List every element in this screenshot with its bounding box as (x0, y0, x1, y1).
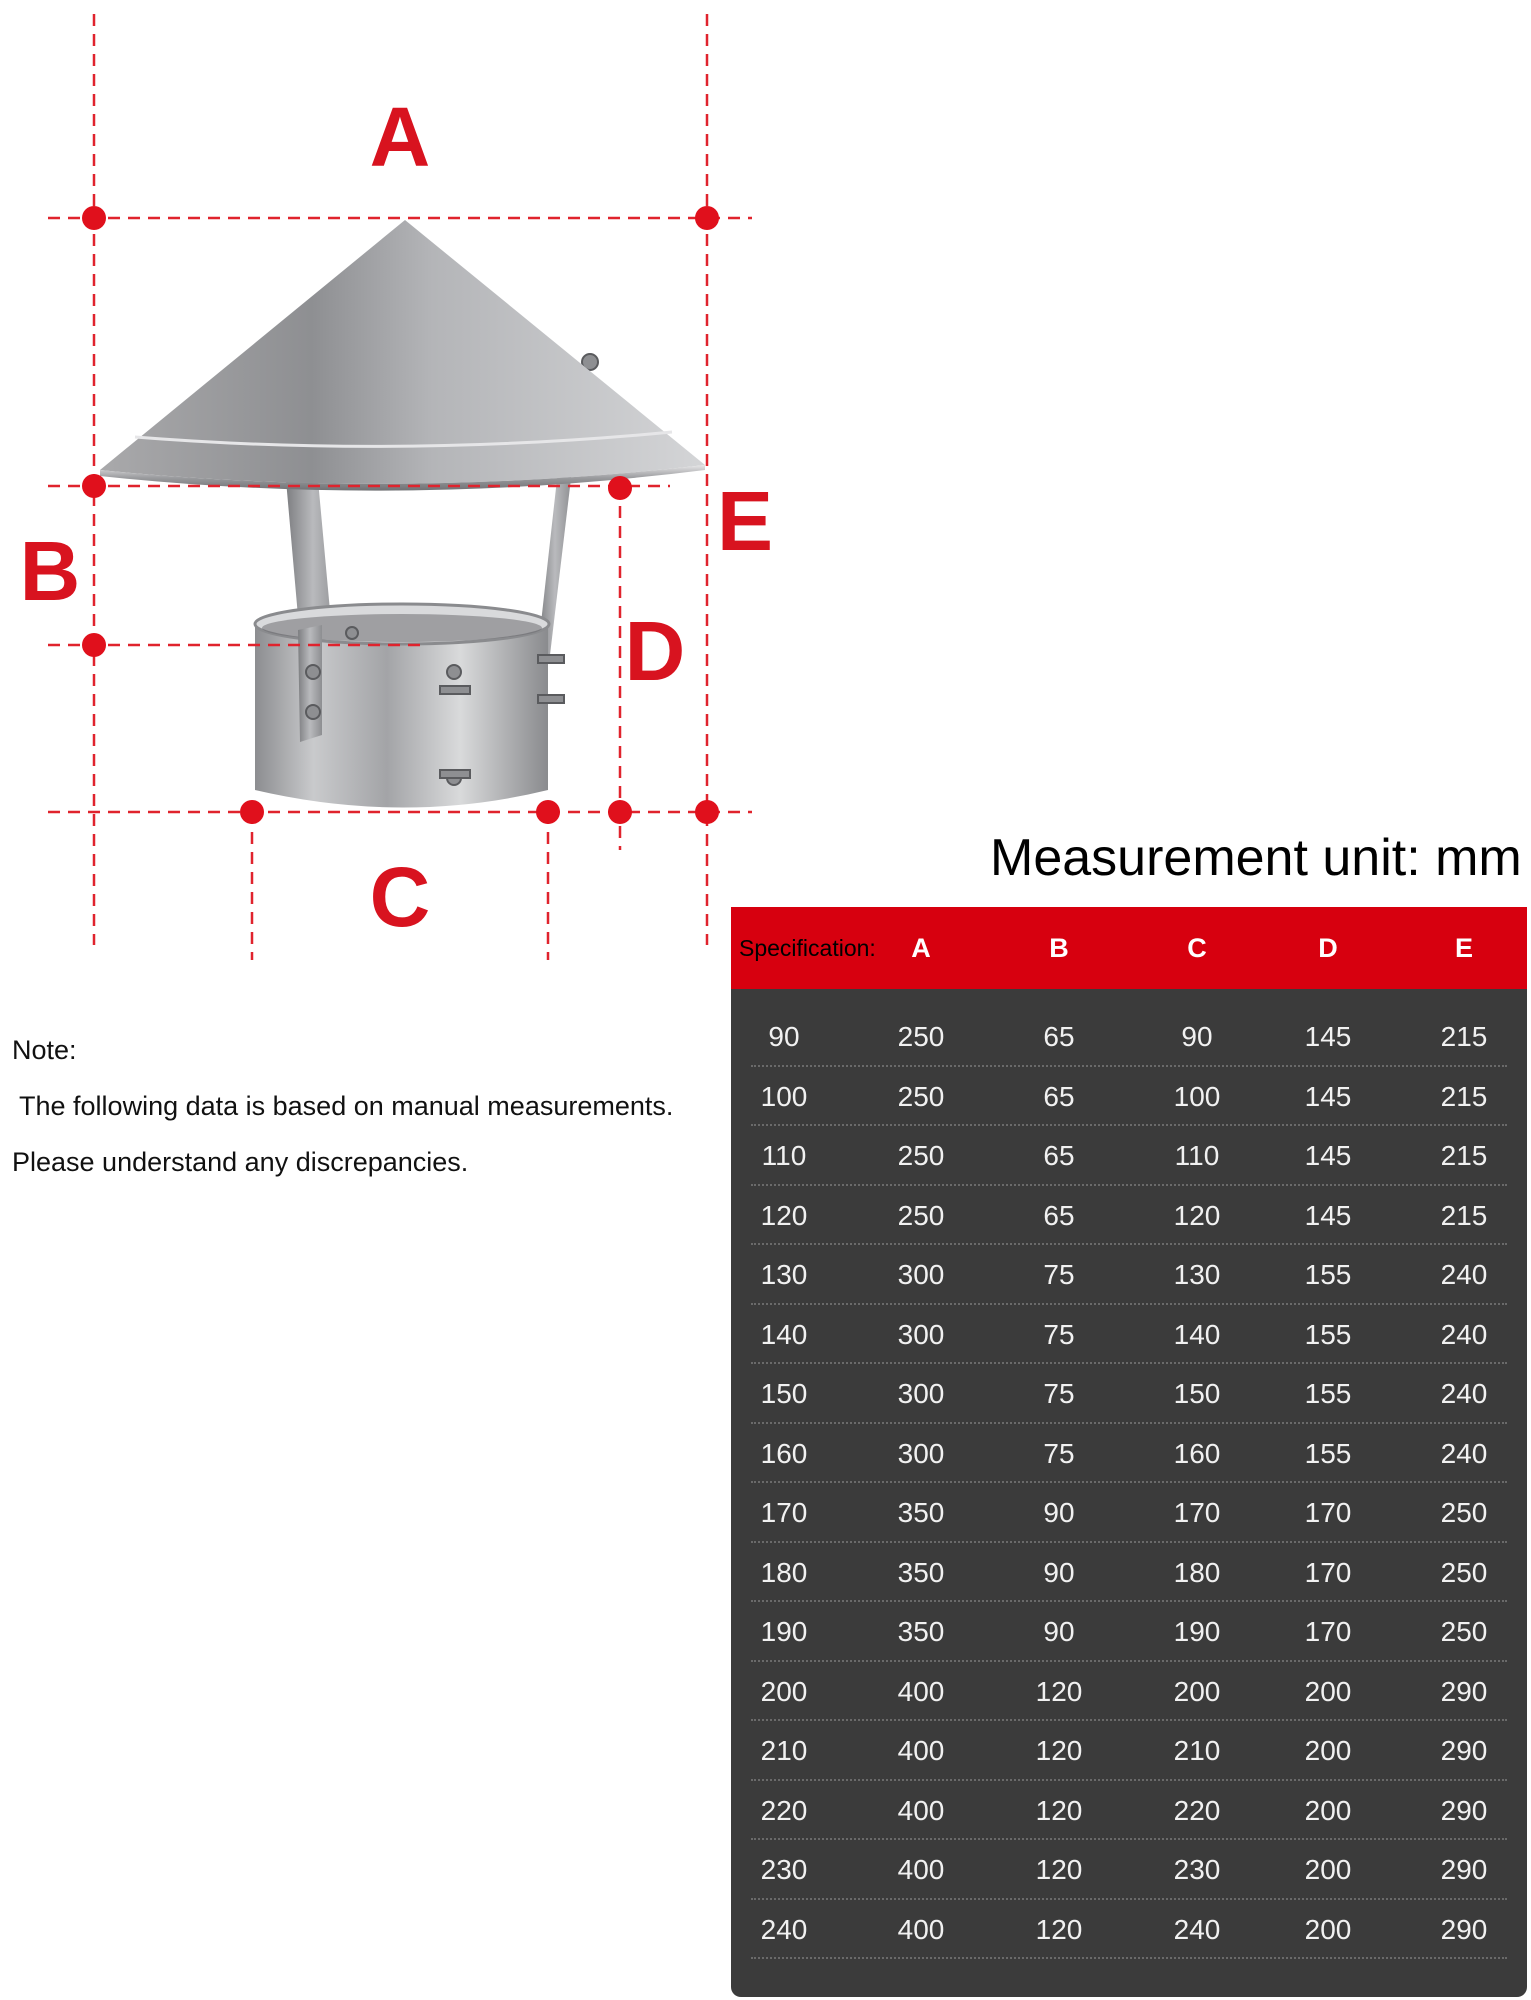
table-cell: 100 (760, 1080, 808, 1112)
table-cell: 150 (1173, 1378, 1221, 1409)
table-cell: 75 (1043, 1378, 1075, 1409)
table-cell: 290 (1440, 1675, 1488, 1707)
table-cell: 210 (1173, 1735, 1221, 1766)
table-cell: 250 (1440, 1616, 1488, 1647)
chimney-cap-diagram (0, 0, 774, 970)
table-cell: 250 (897, 1080, 945, 1112)
table-cell: 145 (1304, 1199, 1352, 1231)
table-cell: 215 (1440, 1021, 1488, 1052)
table-cell: 220 (760, 1794, 808, 1826)
table-cell: 250 (1440, 1556, 1488, 1588)
table-cell: 350 (897, 1497, 945, 1528)
table-cell: 155 (1304, 1318, 1352, 1350)
table-row (731, 1128, 1527, 1188)
table-cell: 180 (760, 1556, 808, 1588)
table-cell: 200 (1173, 1675, 1221, 1707)
table-row (731, 1426, 1527, 1486)
table-row (731, 1664, 1527, 1724)
table-cell: 145 (1304, 1080, 1352, 1112)
table-cell: 240 (1440, 1318, 1488, 1350)
table-cell: 250 (897, 1140, 945, 1171)
note-line: Please understand any discrepancies. (12, 1147, 469, 1177)
table-row (731, 1247, 1527, 1307)
table-row (731, 1723, 1527, 1783)
table-cell: 75 (1043, 1318, 1075, 1350)
table-cell: 155 (1304, 1259, 1352, 1290)
table-cell: 240 (1440, 1259, 1488, 1290)
table-row (731, 1783, 1527, 1843)
table-cell: 160 (760, 1437, 808, 1469)
table-cell: 400 (897, 1794, 945, 1826)
table-cell: 190 (760, 1616, 808, 1647)
header-col-e: E (1454, 933, 1473, 963)
table-cell: 240 (1440, 1378, 1488, 1409)
table-cell: 215 (1440, 1140, 1488, 1171)
table-cell: 100 (1173, 1080, 1221, 1112)
table-cell: 200 (760, 1675, 808, 1707)
table-cell: 290 (1440, 1854, 1488, 1885)
table-cell: 170 (1304, 1556, 1352, 1588)
table-cell: 120 (1035, 1735, 1083, 1766)
table-cell: 240 (1173, 1913, 1221, 1945)
table-cell: 90 (1181, 1021, 1213, 1052)
table-cell: 110 (761, 1140, 807, 1171)
table-cell: 300 (897, 1318, 945, 1350)
measurement-unit-title: Measurement unit: mm (990, 829, 1522, 887)
label-b: B (19, 524, 81, 618)
table-cell: 350 (897, 1616, 945, 1647)
table-cell: 90 (1043, 1556, 1075, 1588)
table-cell: 200 (1304, 1794, 1352, 1826)
table-row (731, 1009, 1527, 1069)
table-cell: 65 (1043, 1021, 1075, 1052)
table-cell: 120 (1035, 1794, 1083, 1826)
table-cell: 155 (1304, 1437, 1352, 1469)
table-cell: 350 (897, 1556, 945, 1588)
table-cell: 140 (1173, 1318, 1221, 1350)
table-cell: 250 (897, 1021, 945, 1052)
table-cell: 400 (897, 1913, 945, 1945)
table-cell: 120 (1173, 1199, 1221, 1231)
note-heading: Note: (12, 1035, 77, 1065)
table-cell: 65 (1043, 1140, 1075, 1171)
table-cell: 145 (1304, 1021, 1352, 1052)
table-row (731, 1366, 1527, 1426)
table-cell: 170 (760, 1497, 808, 1528)
header-col-b: B (1049, 933, 1069, 963)
table-row (731, 1485, 1527, 1545)
table-cell: 400 (897, 1735, 945, 1766)
table-cell: 290 (1440, 1794, 1488, 1826)
table-cell: 120 (1035, 1675, 1083, 1707)
cone-hood (100, 220, 705, 484)
table-cell: 230 (1173, 1854, 1221, 1885)
table-cell: 170 (1173, 1497, 1221, 1528)
table-cell: 300 (897, 1437, 945, 1469)
table-cell: 190 (1173, 1616, 1221, 1647)
table-cell: 160 (1173, 1437, 1221, 1469)
table-cell: 220 (1173, 1794, 1221, 1826)
table-cell: 90 (768, 1021, 800, 1052)
table-cell: 400 (897, 1854, 945, 1885)
table-cell: 240 (760, 1913, 808, 1945)
table-cell: 200 (1304, 1735, 1352, 1766)
table-body (731, 1009, 1527, 1961)
table-cell: 215 (1440, 1080, 1488, 1112)
table-row (731, 1545, 1527, 1605)
table-cell: 140 (760, 1318, 808, 1350)
table-cell: 120 (760, 1199, 808, 1231)
table-cell: 250 (1440, 1497, 1488, 1528)
table-cell: 170 (1304, 1616, 1352, 1647)
measurement-note (12, 1022, 732, 1190)
table-cell: 215 (1440, 1199, 1488, 1231)
table-row (731, 1842, 1527, 1902)
table-row (731, 1307, 1527, 1367)
specification-table (731, 907, 1527, 1997)
note-line: The following data is based on manual measurements. (12, 1091, 674, 1121)
table-cell: 290 (1440, 1913, 1488, 1945)
header-specification: Specification: (739, 935, 876, 961)
table-cell: 400 (897, 1675, 945, 1707)
table-cell: 130 (760, 1259, 808, 1290)
table-row (731, 1188, 1527, 1248)
table-cell: 200 (1304, 1675, 1352, 1707)
table-cell: 300 (897, 1378, 945, 1409)
table-cell: 250 (897, 1199, 945, 1231)
table-cell: 75 (1043, 1437, 1075, 1469)
table-cell: 300 (897, 1259, 945, 1290)
table-cell: 200 (1304, 1854, 1352, 1885)
table-cell: 180 (1173, 1556, 1221, 1588)
header-col-d: D (1318, 933, 1338, 963)
table-cell: 110 (1174, 1140, 1220, 1171)
table-cell: 120 (1035, 1913, 1083, 1945)
table-cell: 200 (1304, 1913, 1352, 1945)
table-cell: 90 (1043, 1616, 1075, 1647)
table-row (731, 1902, 1527, 1962)
table-cell: 290 (1440, 1735, 1488, 1766)
rain-cap-product (100, 220, 705, 808)
label-a: A (369, 90, 431, 184)
table-cell: 65 (1043, 1199, 1075, 1231)
table-cell: 90 (1043, 1497, 1075, 1528)
table-cell: 230 (760, 1854, 808, 1885)
label-e: E (716, 474, 774, 568)
table-header (731, 907, 1527, 989)
table-cell: 240 (1440, 1437, 1488, 1469)
header-col-c: C (1187, 933, 1207, 963)
label-c: C (369, 850, 431, 944)
support-strap-front (298, 625, 322, 742)
header-col-a: A (911, 933, 931, 963)
table-row (731, 1069, 1527, 1129)
table-cell: 120 (1035, 1854, 1083, 1885)
label-d: D (624, 604, 686, 698)
table-cell: 155 (1304, 1378, 1352, 1409)
table-cell: 145 (1304, 1140, 1352, 1171)
table-row (731, 1604, 1527, 1664)
table-cell: 75 (1043, 1259, 1075, 1290)
table-cell: 210 (760, 1735, 808, 1766)
table-cell: 65 (1043, 1080, 1075, 1112)
table-cell: 150 (760, 1378, 808, 1409)
table-cell: 170 (1304, 1497, 1352, 1528)
table-cell: 130 (1173, 1259, 1221, 1290)
